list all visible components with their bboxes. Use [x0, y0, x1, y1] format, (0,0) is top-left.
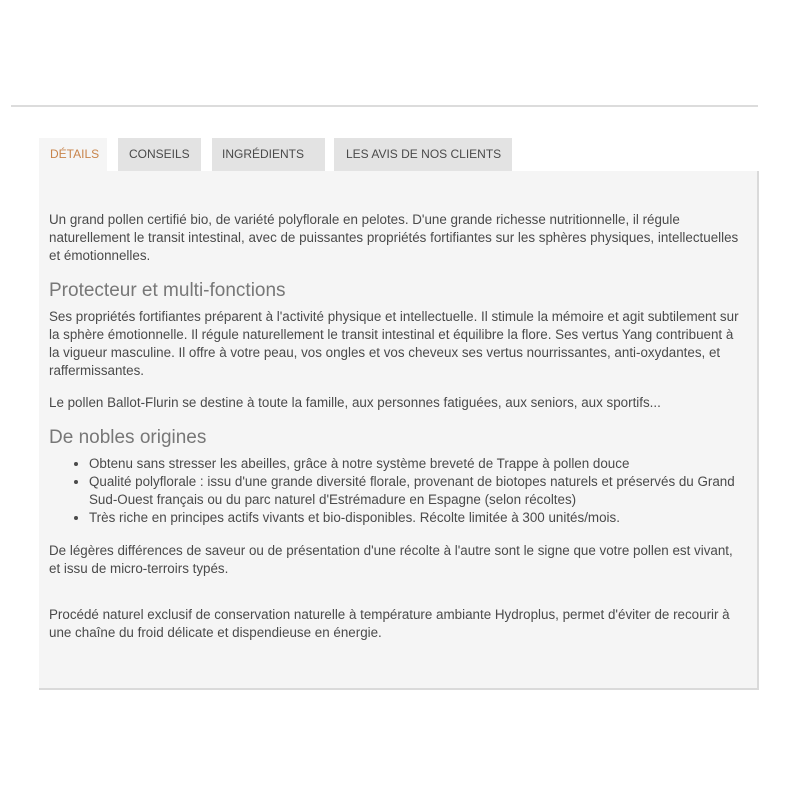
- intro-paragraph: Un grand pollen certifié bio, de variété polyflorale en pelotes. D'une grande richesse nutritionnelle, il régule naturellement le transit intestinal, avec de puissantes propriétés fortifiantes sur les sphères physiques, intellectuelles et émotionnelles.: [49, 212, 739, 263]
- origins-list: [49, 455, 745, 527]
- conservation-paragraph: Procédé naturel exclusif de conservation naturelle à température ambiante Hydroplus, permet d'éviter de recourir à une chaîne du froid délicate et dispendieuse en énergie.: [49, 607, 730, 640]
- list-item: • Obtenu sans stresser les abeilles, grâce à notre système breveté de Trappe à pollen douce: [89, 455, 745, 473]
- tab-details[interactable]: DÉTAILS: [39, 138, 107, 172]
- list-item: • Très riche en principes actifs vivants et bio-disponibles. Récolte limitée à 300 unités/mois.: [89, 509, 745, 527]
- section-heading-protecteur: Protecteur et multi-fonctions: [49, 280, 286, 301]
- product-tabs: [39, 138, 512, 171]
- details-content: [49, 211, 745, 656]
- tab-avis-clients[interactable]: LES AVIS DE NOS CLIENTS: [334, 138, 512, 171]
- tab-ingredients[interactable]: INGRÉDIENTS: [212, 138, 325, 171]
- list-item: • Qualité polyflorale : issu d'une grande diversité florale, provenant de biotopes naturels et préservés du Grand Sud-Ouest français ou du parc naturel d'Estrémadure en Espagne (selon récoltes): [89, 473, 745, 509]
- top-divider: [11, 105, 758, 107]
- audience-paragraph: Le pollen Ballot-Flurin se destine à toute la famille, aux personnes fatiguées, aux seniors, aux sportifs...: [49, 395, 661, 410]
- tab-conseils[interactable]: CONSEILS: [118, 138, 201, 171]
- details-panel: [39, 171, 759, 690]
- harvest-variation-paragraph: De légères différences de saveur ou de présentation d'une récolte à l'autre sont le signe que votre pollen est vivant, et issu de micro-terroirs typés.: [49, 543, 733, 576]
- properties-paragraph: Ses propriétés fortifiantes préparent à l'activité physique et intellectuelle. Il stimule la mémoire et agit subtilement sur la sphère émotionnelle. Il régule naturellement le transit intestinal et équilibre la flore. Ses vertus Yang contribuent à la vigueur masculine. Il offre à votre peau, vos ongles et vos cheveux ses vertus nourrissantes, anti-oxydantes, et raffermissantes.: [49, 309, 739, 378]
- section-heading-origines: De nobles origines: [49, 427, 207, 448]
